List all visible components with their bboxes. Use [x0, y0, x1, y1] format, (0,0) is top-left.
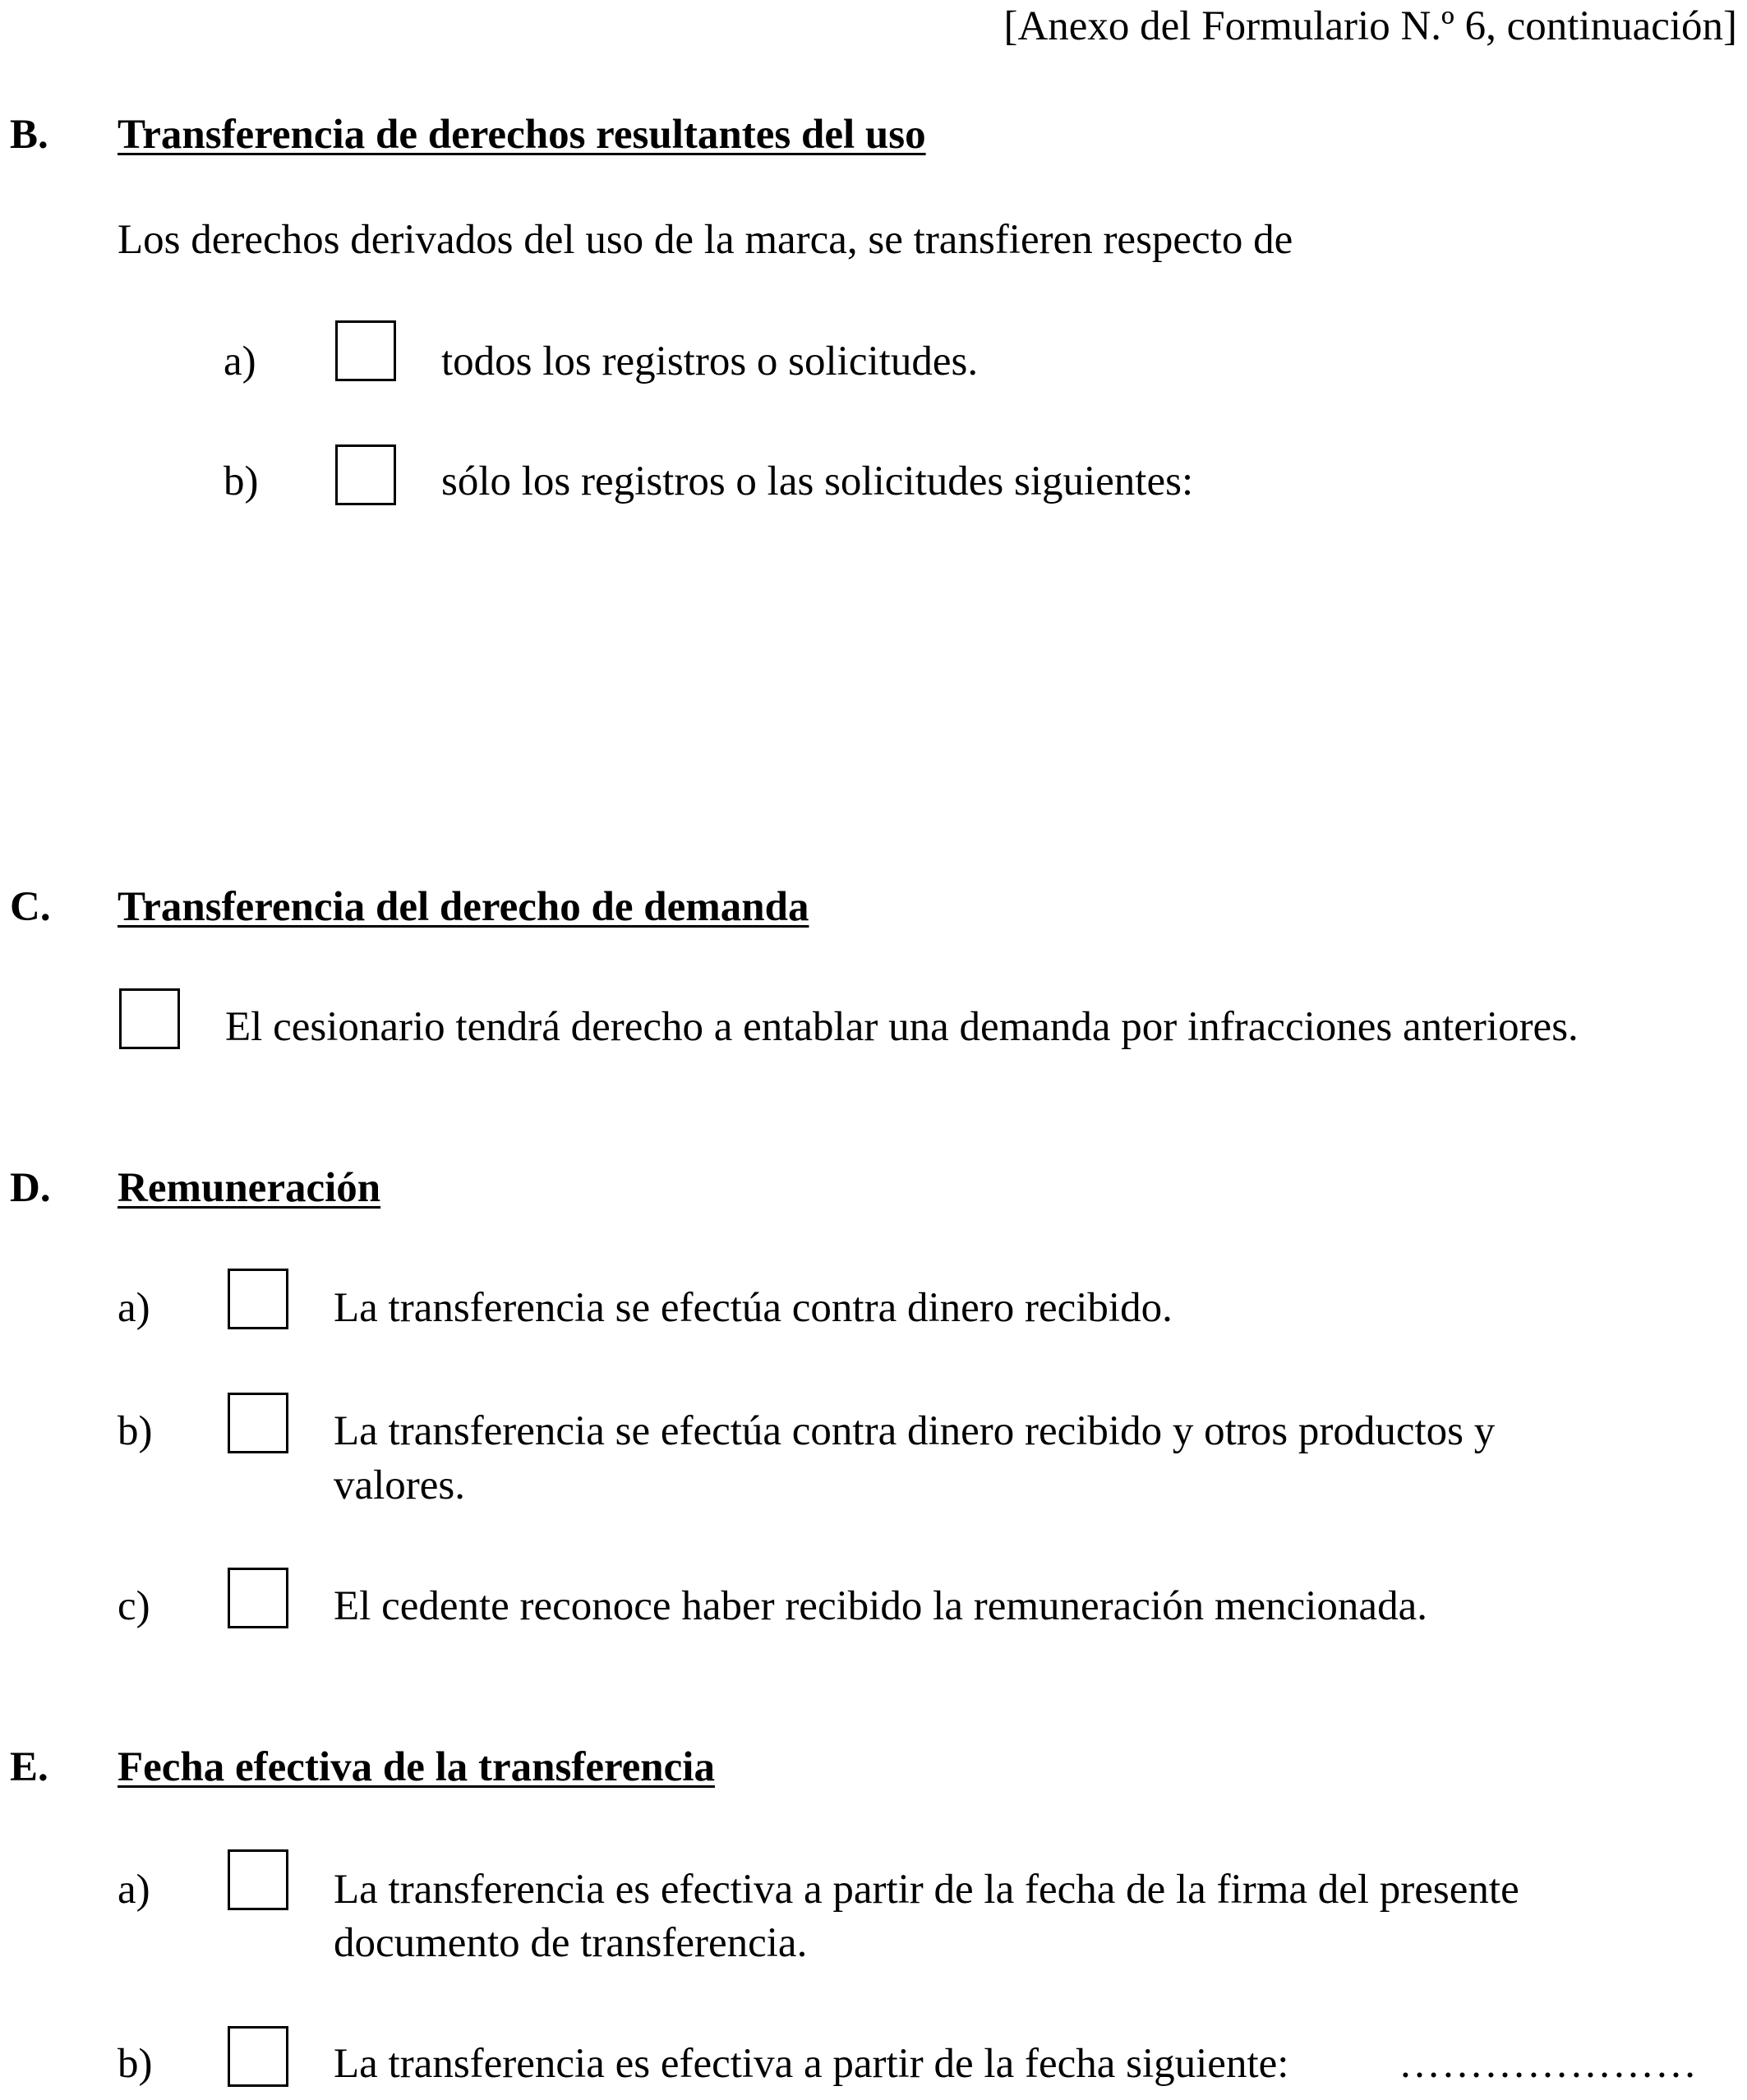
- section-d-option-c-label: El cedente reconoce haber recibido la remuneración mencionada.: [334, 1583, 1427, 1629]
- section-e-letter: E.: [10, 1744, 48, 1790]
- section-c-title: Transferencia del derecho de demanda: [118, 884, 809, 930]
- section-b-option-a-marker: a): [224, 338, 256, 385]
- section-d-letter: D.: [10, 1165, 51, 1211]
- annex-header: [Anexo del Formulario N.º 6, continuación]: [1003, 3, 1737, 49]
- section-e-option-b-label: La transferencia es efectiva a partir de la fecha siguiente:: [334, 2041, 1289, 2087]
- section-b-option-a-label: todos los registros o solicitudes.: [441, 338, 979, 385]
- section-d-option-b-checkbox[interactable]: [228, 1393, 288, 1453]
- section-b-option-b-marker: b): [224, 458, 259, 504]
- section-d-option-c-marker: c): [118, 1583, 150, 1629]
- section-b-letter: B.: [10, 112, 48, 158]
- section-e-option-b-checkbox[interactable]: [228, 2026, 288, 2087]
- section-b-option-a-checkbox[interactable]: [335, 320, 396, 381]
- section-b-intro: Los derechos derivados del uso de la marca, se transfieren respecto de: [118, 217, 1293, 263]
- section-c-letter: C.: [10, 884, 51, 930]
- section-c-checkbox[interactable]: [119, 988, 180, 1049]
- section-d-option-a-marker: a): [118, 1285, 150, 1331]
- section-b-option-b-checkbox[interactable]: [335, 444, 396, 505]
- section-d-option-a-checkbox[interactable]: [228, 1269, 288, 1329]
- date-entry-field[interactable]: …………………: [1399, 2041, 1698, 2087]
- section-c-label: El cesionario tendrá derecho a entablar una demanda por infracciones anteriores.: [225, 1004, 1579, 1050]
- section-e-option-b-marker: b): [118, 2041, 153, 2087]
- section-e-option-a-checkbox[interactable]: [228, 1849, 288, 1910]
- section-d-option-b-label-line1: La transferencia se efectúa contra dinero recibido y otros productos y: [334, 1408, 1496, 1454]
- section-d-option-a-label: La transferencia se efectúa contra dinero recibido.: [334, 1285, 1173, 1331]
- section-d-option-c-checkbox[interactable]: [228, 1568, 288, 1628]
- section-d-title: Remuneración: [118, 1165, 381, 1211]
- section-d-option-b-label-line2: valores.: [334, 1462, 466, 1508]
- section-b-title: Transferencia de derechos resultantes del uso: [118, 112, 926, 158]
- section-e-option-a-marker: a): [118, 1867, 150, 1913]
- section-e-title: Fecha efectiva de la transferencia: [118, 1744, 715, 1790]
- section-d-option-b-marker: b): [118, 1408, 153, 1454]
- section-b-option-b-label: sólo los registros o las solicitudes siguientes:: [441, 458, 1194, 504]
- section-e-option-a-label-line2: documento de transferencia.: [334, 1920, 808, 1966]
- section-e-option-a-label-line1: La transferencia es efectiva a partir de la fecha de la firma del presente: [334, 1867, 1519, 1913]
